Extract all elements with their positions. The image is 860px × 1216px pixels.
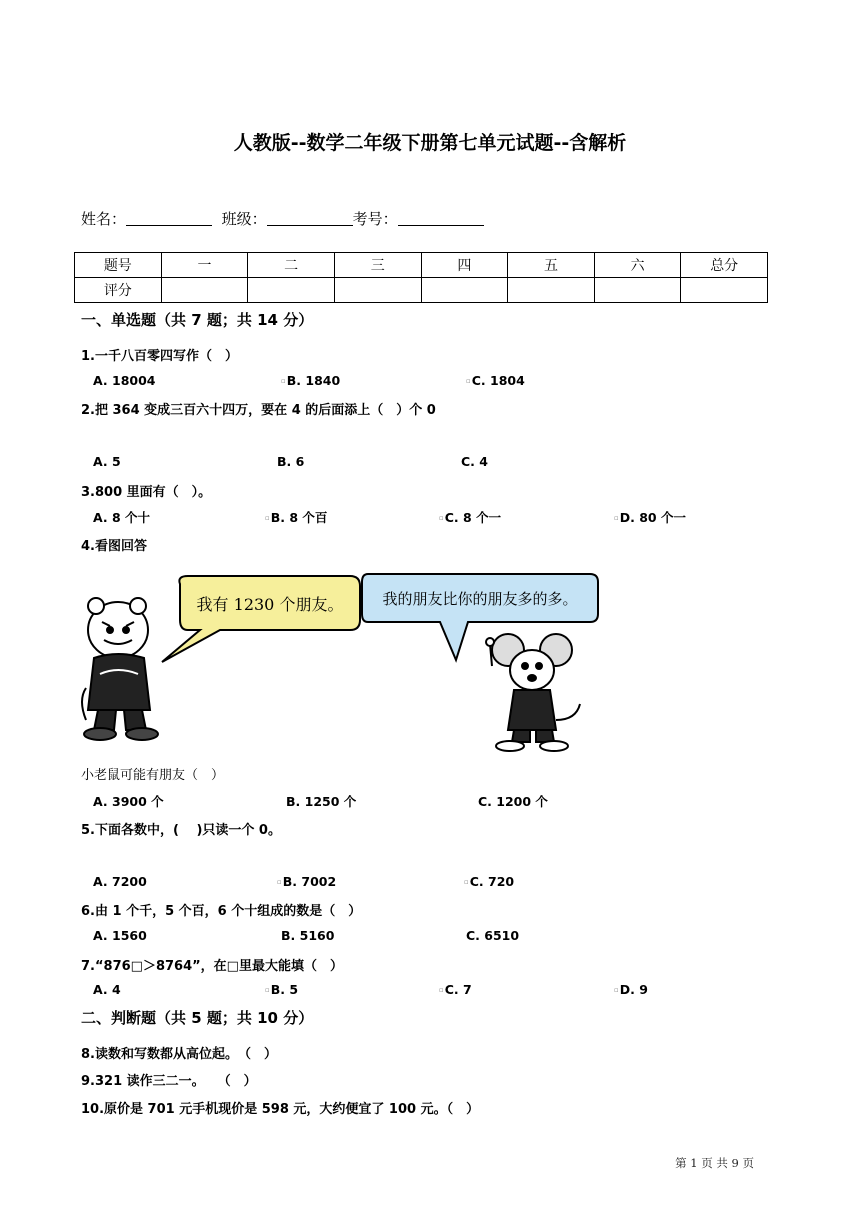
- question-10: 10.原价是 701 元手机现价是 598 元，大约便宜了 100 元。（ ）: [81, 1102, 480, 1117]
- number-label: 考号：: [352, 210, 398, 228]
- question-6: 6.由 1 个千，5 个百，6 个十组成的数是（ ）: [81, 904, 362, 919]
- question-4-sub: 小老鼠可能有朋友（ ）: [81, 768, 225, 783]
- bubble-left-text: 我有 1230 个朋友。: [196, 595, 344, 614]
- page-footer: 第 1 页 共 9 页: [675, 1156, 754, 1170]
- score-table-header-row: [75, 253, 768, 278]
- score-cell[interactable]: [508, 278, 595, 303]
- score-cell[interactable]: [334, 278, 421, 303]
- score-header-cell: 一: [161, 253, 248, 278]
- score-header-cell: 三: [334, 253, 421, 278]
- bubble-right-text: 我的朋友比你的朋友多的多。: [382, 590, 578, 608]
- name-label: 姓名：: [81, 210, 127, 228]
- q1-option-a[interactable]: A. 18004: [93, 373, 156, 388]
- q5-option-c[interactable]: ▫C. 720: [464, 874, 515, 889]
- score-table: [74, 252, 768, 303]
- score-header-cell: 题号: [75, 253, 162, 278]
- q4-option-a[interactable]: A. 3900 个: [93, 794, 164, 809]
- option-marker-icon: ▫: [281, 377, 286, 385]
- option-marker-icon: ▫: [265, 514, 270, 522]
- q2-option-b[interactable]: B. 6: [277, 454, 305, 469]
- q6-option-a[interactable]: A. 1560: [93, 928, 147, 943]
- question-4: 4.看图回答: [81, 539, 147, 554]
- q3-option-d[interactable]: ▫D. 80 个一: [614, 510, 686, 525]
- question-7: 7.“876□＞8764”，在□里最大能填（ ）: [81, 959, 343, 974]
- q6-option-c[interactable]: C. 6510: [466, 928, 520, 943]
- q7-option-a[interactable]: A. 4: [93, 982, 121, 997]
- q4-option-b[interactable]: B. 1250 个: [286, 794, 357, 809]
- q3-option-b[interactable]: ▫B. 8 个百: [265, 510, 328, 525]
- score-header-cell: 四: [421, 253, 508, 278]
- q5-option-a[interactable]: A. 7200: [93, 874, 147, 889]
- score-cell[interactable]: [248, 278, 335, 303]
- q2-option-c[interactable]: C. 4: [461, 454, 488, 469]
- q3-option-c[interactable]: ▫C. 8 个一: [439, 510, 502, 525]
- score-cell[interactable]: [161, 278, 248, 303]
- score-header-cell: 六: [594, 253, 681, 278]
- score-cell[interactable]: [421, 278, 508, 303]
- option-marker-icon: ▫: [614, 514, 619, 522]
- speech-bubble-left: [162, 576, 360, 662]
- q5-option-b[interactable]: ▫B. 7002: [277, 874, 337, 889]
- student-info-line: [81, 208, 484, 229]
- score-header-cell: 总分: [681, 253, 768, 278]
- question-5: 5.下面各数中，( )只读一个 0。: [81, 823, 281, 838]
- q3-option-a[interactable]: A. 8 个十: [93, 510, 151, 525]
- q2-option-a[interactable]: A. 5: [93, 454, 121, 469]
- q6-option-b[interactable]: B. 5160: [281, 928, 335, 943]
- page-title: 人教版--数学二年级下册第七单元试题--含解析: [233, 132, 627, 154]
- mouse-icon: [486, 634, 580, 751]
- cartoon-illustration: [80, 570, 600, 755]
- class-blank[interactable]: [267, 211, 353, 226]
- score-row-label: 评分: [75, 278, 162, 303]
- name-blank[interactable]: [126, 211, 212, 226]
- q7-option-c[interactable]: ▫C. 7: [439, 982, 472, 997]
- option-marker-icon: ▫: [265, 986, 270, 994]
- score-cell[interactable]: [681, 278, 768, 303]
- question-8: 8.读数和写数都从高位起。 （ ）: [81, 1047, 277, 1062]
- question-9: 9.321 读作三二一。 （ ）: [81, 1074, 257, 1089]
- option-marker-icon: ▫: [277, 878, 282, 886]
- question-1: 1.一千八百零四写作（ ）: [81, 349, 238, 364]
- option-marker-icon: ▫: [439, 514, 444, 522]
- q1-option-c[interactable]: ▫C. 1804: [466, 373, 525, 388]
- option-marker-icon: ▫: [464, 878, 469, 886]
- q7-option-b[interactable]: ▫B. 5: [265, 982, 299, 997]
- section-heading-true-false: 二、判断题（共 5 题；共 10 分）: [81, 1009, 314, 1027]
- score-table-score-row: [75, 278, 768, 303]
- section-heading-single-choice: 一、单选题（共 7 题；共 14 分）: [81, 311, 314, 329]
- question-3: 3.800 里面有（ ）。: [81, 485, 212, 500]
- q4-option-c[interactable]: C. 1200 个: [478, 794, 548, 809]
- score-cell[interactable]: [594, 278, 681, 303]
- option-marker-icon: ▫: [466, 377, 471, 385]
- score-header-cell: 二: [248, 253, 335, 278]
- question-2: 2.把 364 变成三百六十四万，要在 4 的后面添上（ ）个 0: [81, 403, 436, 418]
- number-blank[interactable]: [398, 211, 484, 226]
- q1-option-b[interactable]: ▫B. 1840: [281, 373, 341, 388]
- score-header-cell: 五: [508, 253, 595, 278]
- q7-option-d[interactable]: ▫D. 9: [614, 982, 648, 997]
- option-marker-icon: ▫: [439, 986, 444, 994]
- option-marker-icon: ▫: [614, 986, 619, 994]
- tiger-icon: [82, 598, 158, 740]
- class-label: 班级：: [221, 210, 267, 228]
